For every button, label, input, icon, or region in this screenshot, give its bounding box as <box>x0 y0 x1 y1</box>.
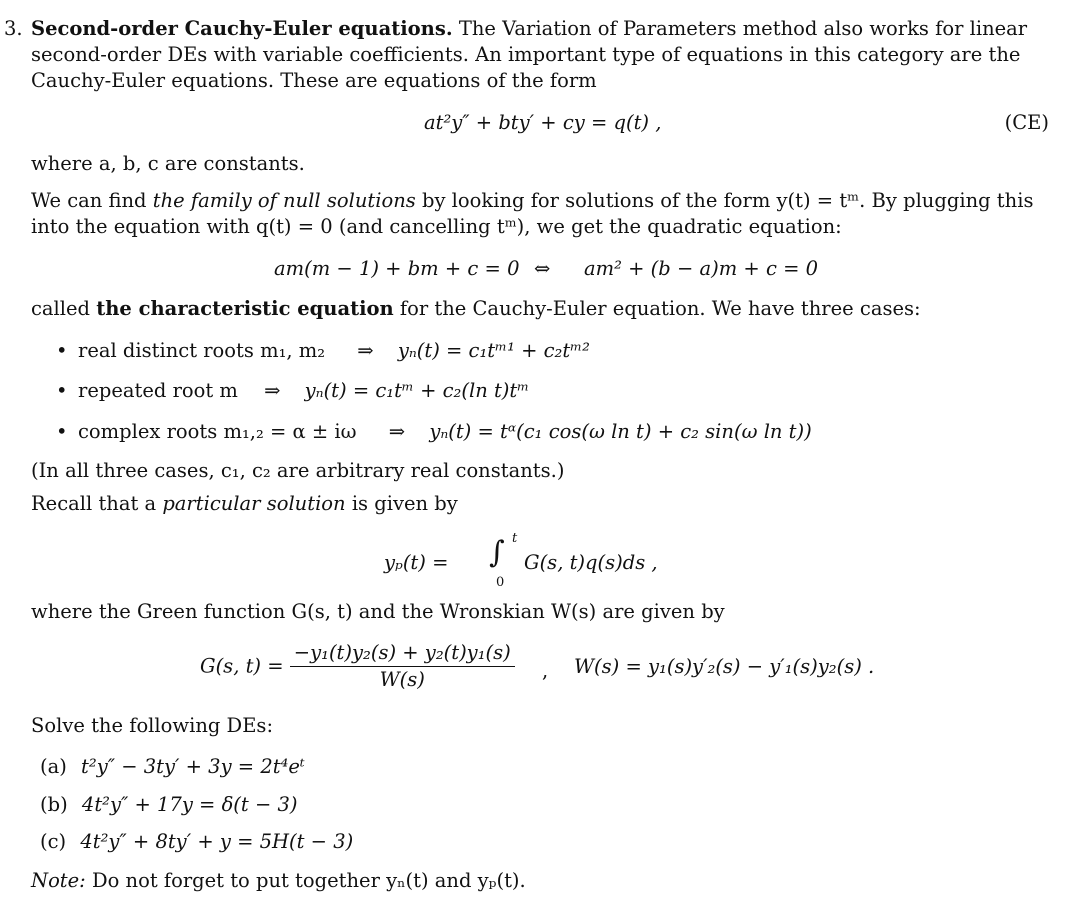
exercise-label: (b) <box>40 793 68 816</box>
implies-arrow: ⇒ <box>357 339 374 362</box>
exercise-label: (a) <box>40 755 67 778</box>
null-solutions-paragraph <box>31 188 1051 240</box>
characteristic-paragraph <box>31 296 1051 322</box>
exercise-equation: 4t²y″ + 17y = δ(t − 3) <box>81 793 298 816</box>
implies-arrow: ⇒ <box>388 420 406 443</box>
exercise-equation: 4t²y″ + 8ty′ + y = 5H(t − 3) <box>80 830 354 853</box>
integrand: G(s, t)q(s)ds , <box>524 551 658 574</box>
problem-number: 3. <box>4 17 23 40</box>
characteristic-equation-right: am² + (b − a)m + c = 0 <box>584 257 819 280</box>
equation-tag: (CE) <box>1004 111 1049 134</box>
particular-emphasis: particular solution <box>162 492 346 515</box>
green-function-formula <box>200 640 515 693</box>
integral-sign: ∫ <box>489 535 505 570</box>
case-label: complex roots m₁,₂ = α ± iω <box>78 420 357 443</box>
problem-intro <box>31 16 1051 94</box>
exercise-item <box>40 754 305 780</box>
case-item <box>58 419 812 445</box>
called-pre: called <box>31 297 91 320</box>
exercise-item <box>40 829 353 855</box>
green-numerator: −y₁(t)y₂(s) + y₂(t)y₁(s) <box>290 640 515 667</box>
equivalence-arrow: ⇔ <box>534 257 551 280</box>
implies-arrow: ⇒ <box>264 379 281 402</box>
particular-post: is given by <box>351 492 458 515</box>
solve-intro: Solve the following DEs: <box>31 714 274 737</box>
case-item <box>58 378 529 404</box>
constants-remark: (In all three cases, c₁, c₂ are arbitrary real constants.) <box>31 459 565 482</box>
case-solution: yₙ(t) = c₁tᵐ¹ + c₂tᵐ² <box>397 339 590 362</box>
particular-solution-paragraph <box>31 491 1051 517</box>
note-text: Do not forget to put together yₙ(t) and yₚ(t). <box>91 869 526 892</box>
particular-pre: Recall that a <box>31 492 157 515</box>
green-function-intro: where the Green function G(s, t) and the Wronskian W(s) are given by <box>31 600 725 623</box>
exercise-label: (c) <box>40 830 67 853</box>
intro-text: The Variation of Parameters method also works for linear second-order DEs with variable coefficients. An important type of equations in this category are the Cauchy-Euler equations. These are equations of the form <box>31 17 1028 92</box>
constants-note: where a, b, c are constants. <box>31 152 305 175</box>
null-solutions-emphasis: the family of null solutions <box>152 189 416 212</box>
called-post: for the Cauchy-Euler equation. We have three cases: <box>399 297 921 320</box>
green-fraction <box>290 640 515 693</box>
wronskian-formula: W(s) = y₁(s)y′₂(s) − y′₁(s)y₂(s) . <box>574 655 875 678</box>
green-denominator: W(s) <box>379 668 425 691</box>
case-label: repeated root m <box>78 379 238 402</box>
exercise-item <box>40 792 298 818</box>
note-paragraph <box>31 868 1051 894</box>
integral-upper-limit: t <box>512 531 518 546</box>
particular-lhs: yₚ(t) = <box>384 551 449 574</box>
integral-lower-limit: 0 <box>496 575 505 590</box>
characteristic-equation-left: am(m − 1) + bm + c = 0 <box>274 257 520 280</box>
null-solutions-post: by looking for solutions of the form y(t) = tᵐ. By plugging this into the equation with q(t) = 0 (and cancelling tᵐ), we get the quadratic equation: <box>31 189 1034 238</box>
green-comma: , <box>542 659 549 682</box>
case-label: real distinct roots m₁, m₂ <box>78 339 326 362</box>
exercise-equation: t²y″ − 3ty′ + 3y = 2t⁴eᵗ <box>81 755 305 778</box>
cauchy-euler-equation: at²y″ + bty′ + cy = q(t) , <box>424 111 662 134</box>
case-item <box>58 338 590 364</box>
note-label: Note: <box>31 869 86 892</box>
case-solution: yₙ(t) = c₁tᵐ + c₂(ln t)tᵐ <box>304 379 530 402</box>
case-solution: yₙ(t) = tᵅ(c₁ cos(ω ln t) + c₂ sin(ω ln t)) <box>429 420 812 443</box>
green-lhs: G(s, t) = <box>200 654 284 678</box>
problem-title: Second-order Cauchy-Euler equations. <box>31 17 453 40</box>
characteristic-equation-term: the characteristic equation <box>96 297 394 320</box>
null-solutions-pre: We can find <box>31 189 147 212</box>
